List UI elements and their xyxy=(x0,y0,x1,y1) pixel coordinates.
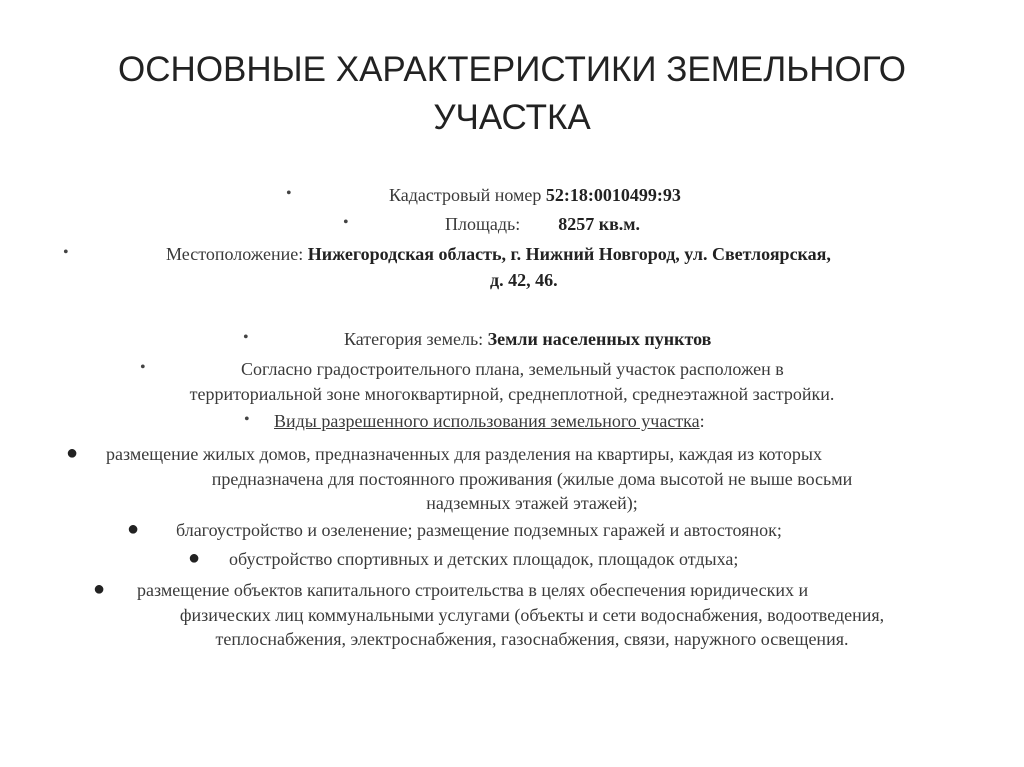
cadastral-number-label: Кадастровый номер xyxy=(389,185,546,205)
bullet-icon: • xyxy=(286,185,292,202)
bullet-icon: ● xyxy=(188,547,201,569)
location-label: Местоположение: xyxy=(166,244,308,264)
land-category-item xyxy=(344,327,711,351)
bullet-icon: • xyxy=(63,244,69,261)
location-value-line-1: Нижегородская область, г. Нижний Новгород, ул. Светлоярская, xyxy=(307,244,831,264)
zone-line-1: Согласно градостроительного плана, земельный участок расположен в xyxy=(241,359,784,379)
use-1-line-2: предназначена для постоянного проживания (жилые дома высотой не выше восьми xyxy=(211,469,853,489)
zone-line-2: территориальной зоне многоквартирной, среднеплотной, среднеэтажной застройки. xyxy=(189,384,835,404)
location-item xyxy=(166,242,831,266)
slide-title-line-2: УЧАСТКА xyxy=(433,98,591,137)
bullet-icon: ● xyxy=(127,518,140,540)
use-4-line-3: теплоснабжения, электроснабжения, газоснабжения, связи, наружного освещения. xyxy=(215,629,849,649)
cadastral-number-item xyxy=(389,183,681,207)
use-1-line-3: надземных этажей этажей); xyxy=(426,493,638,513)
bullet-icon: • xyxy=(343,214,349,231)
area-label: Площадь: xyxy=(445,214,521,234)
use-4-line-1: размещение объектов капитального строительства в целях обеспечения юридических и xyxy=(137,580,809,600)
use-3-line-1: обустройство спортивных и детских площадок, площадок отдыха; xyxy=(229,549,739,569)
use-1-line-1: размещение жилых домов, предназначенных для разделения на квартиры, каждая из которых xyxy=(106,444,822,464)
area-item xyxy=(445,212,640,236)
slide-title xyxy=(0,46,1024,142)
permitted-uses-heading-text: Виды разрешенного использования земельного участка xyxy=(274,411,700,431)
permitted-uses-heading xyxy=(274,409,705,433)
permitted-uses-heading-colon: : xyxy=(699,411,705,431)
location-continuation xyxy=(490,268,558,292)
bullet-icon: • xyxy=(140,359,146,376)
bullet-icon: ● xyxy=(93,578,106,600)
land-category-value: Земли населенных пунктов xyxy=(487,329,712,349)
location-value-line-2: д. 42, 46. xyxy=(490,270,558,290)
bullet-icon: • xyxy=(244,411,250,428)
land-category-label: Категория земель: xyxy=(344,329,488,349)
bullet-icon: • xyxy=(243,329,249,346)
use-4-line-2: физических лиц коммунальными услугами (объекты и сети водоснабжения, водоотведения, xyxy=(179,605,885,625)
cadastral-number-value: 52:18:0010499:93 xyxy=(545,185,681,205)
slide-title-line-1: ОСНОВНЫЕ ХАРАКТЕРИСТИКИ ЗЕМЕЛЬНОГО xyxy=(118,50,906,89)
area-value: 8257 кв.м. xyxy=(558,214,641,234)
use-2-line-1: благоустройство и озеленение; размещение подземных гаражей и автостоянок; xyxy=(176,520,782,540)
bullet-icon: ● xyxy=(66,442,79,464)
